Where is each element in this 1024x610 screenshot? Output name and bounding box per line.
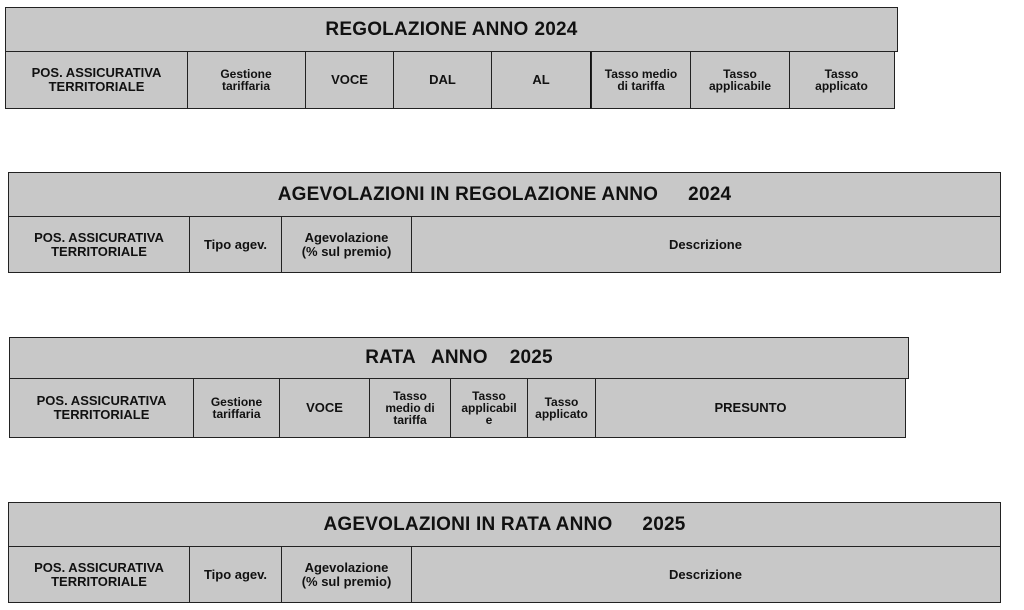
header-descrizione: Descrizione (411, 547, 1001, 603)
header-tipo-agev: Tipo agev. (189, 217, 283, 273)
header-tasso-medio: Tasso medio di tariffa (369, 379, 452, 438)
header-agevolazione: Agevolazione (% sul premio) (281, 217, 412, 273)
header-descrizione: Descrizione (411, 217, 1001, 273)
rata-table (9, 337, 909, 438)
agevolazioni-regolazione-title-year: 2024 (688, 183, 732, 205)
header-agevolazione: Agevolazione (% sul premio) (281, 547, 412, 603)
agevolazioni-rata-title (8, 502, 1001, 547)
rata-header-row (9, 379, 909, 438)
agevolazioni-regolazione-title-main: AGEVOLAZIONI IN REGOLAZIONE ANNO (277, 183, 659, 205)
header-al: AL (491, 52, 592, 109)
regolazione-title (5, 7, 898, 52)
header-pos-assicurativa: POS. ASSICURATIVA TERRITORIALE (5, 52, 188, 109)
regolazione-header-row (5, 52, 898, 109)
agevolazioni-regolazione-title (8, 172, 1001, 217)
header-tasso-applicato: Tasso applicato (789, 52, 895, 109)
header-pos-assicurativa: POS. ASSICURATIVA TERRITORIALE (8, 547, 190, 603)
header-voce: VOCE (305, 52, 394, 109)
rata-title-main: RATA ANNO (365, 347, 488, 368)
header-tasso-applicabile: Tasso applicabil e (450, 379, 528, 438)
header-gestione-tariffaria: Gestione tariffaria (187, 52, 307, 109)
regolazione-table (5, 7, 898, 109)
header-tipo-agev: Tipo agev. (189, 547, 283, 603)
regolazione-title-year: 2024 (534, 18, 578, 40)
agevolazioni-rata-header-row (8, 547, 1001, 603)
rata-title (9, 337, 909, 379)
rata-title-year: 2025 (509, 347, 553, 368)
header-presunto: PRESUNTO (595, 379, 906, 438)
regolazione-title-main: REGOLAZIONE ANNO (325, 18, 529, 40)
agevolazioni-regolazione-table (8, 172, 1001, 273)
agevolazioni-rata-title-year: 2025 (642, 513, 686, 535)
header-dal: DAL (393, 52, 493, 109)
agevolazioni-rata-table (8, 502, 1001, 603)
header-pos-assicurativa: POS. ASSICURATIVA TERRITORIALE (9, 379, 194, 438)
agevolazioni-rata-title-main: AGEVOLAZIONI IN RATA ANNO (323, 513, 613, 535)
header-tasso-medio: Tasso medio di tariffa (591, 52, 692, 109)
header-gestione-tariffaria: Gestione tariffaria (193, 379, 281, 438)
header-pos-assicurativa: POS. ASSICURATIVA TERRITORIALE (8, 217, 190, 273)
agevolazioni-regolazione-header-row (8, 217, 1001, 273)
header-tasso-applicato: Tasso applicato (527, 379, 597, 438)
header-voce: VOCE (279, 379, 370, 438)
header-tasso-applicabile: Tasso applicabile (690, 52, 790, 109)
